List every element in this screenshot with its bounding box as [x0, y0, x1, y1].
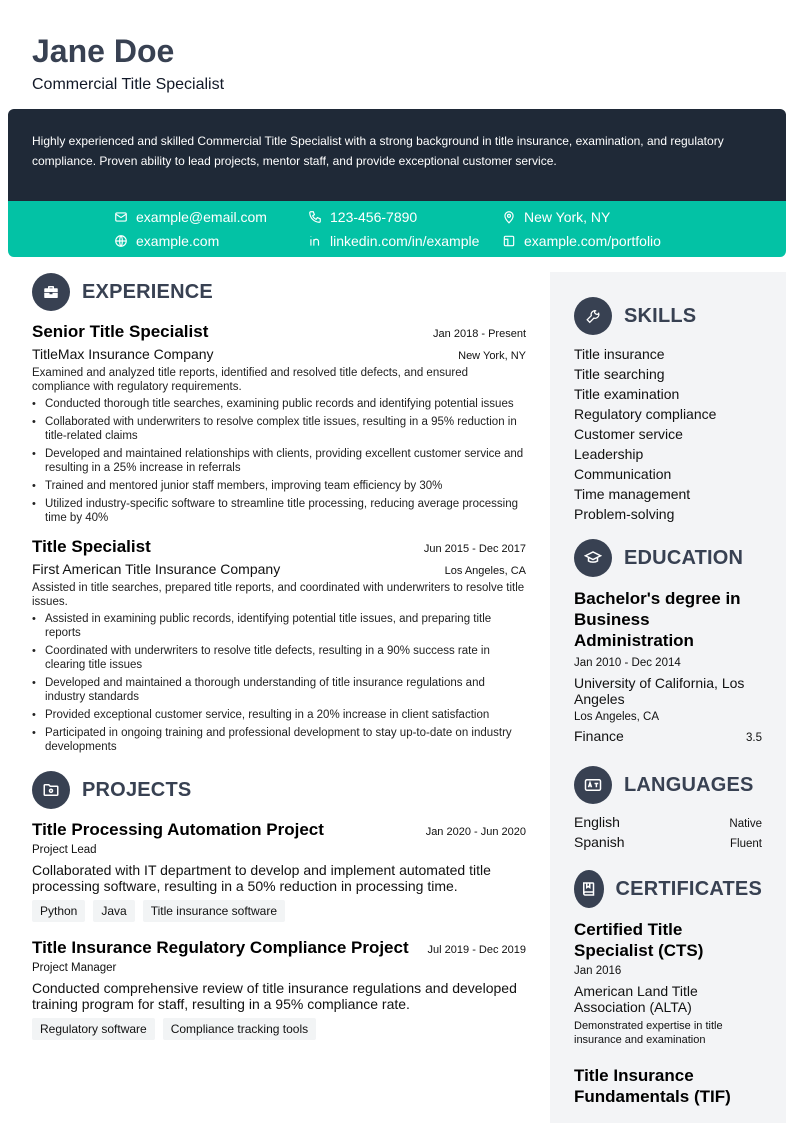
contact-phone[interactable] [308, 209, 417, 225]
candidate-title: Commercial Title Specialist [32, 76, 225, 93]
phone-text: 123-456-7890 [330, 209, 418, 225]
globe-icon [114, 234, 128, 248]
skill-item: Title searching [574, 366, 665, 382]
experience-section-header [32, 272, 526, 312]
map-pin-icon [502, 210, 516, 224]
bullet-item: • Collaborated with underwriters to resolve complex title issues, resulting in a 95% reduction in title-related claims [32, 415, 526, 443]
job-location: New York, NY [458, 350, 526, 362]
project-dates: Jan 2020 - Jun 2020 [425, 826, 526, 838]
candidate-name: Jane Doe [32, 33, 175, 69]
skill-item: Time management [574, 486, 691, 502]
skills-section [574, 296, 762, 524]
skills-icon-badge [574, 297, 612, 335]
language-row [574, 813, 762, 831]
certificate-issuer: American Land Title Association (ALTA) [574, 983, 698, 1015]
book-icon [580, 880, 598, 898]
job-company: TitleMax Insurance Company [32, 346, 214, 362]
linkedin-text: linkedin.com/in/example [330, 233, 480, 249]
job-title: Title Specialist [32, 537, 151, 556]
contact-bar [8, 201, 786, 257]
phone-icon [308, 210, 322, 224]
certificate-description: Demonstrated expertise in title insurance and examination [574, 1020, 723, 1046]
projects-section-header [32, 770, 526, 810]
degree: Bachelor's degree in Business Administration [574, 589, 741, 650]
skill-item: Title insurance [574, 346, 665, 362]
experience-entry [32, 322, 526, 525]
skill-item: Title examination [574, 386, 680, 402]
contact-location [502, 209, 610, 225]
main-column [32, 272, 526, 1040]
project-role: Project Manager [32, 962, 117, 974]
translate-icon [584, 776, 602, 794]
project-description: Collaborated with IT department to develop and implement automated title processing software, resulting in a 50% reduction in processing time. [32, 862, 491, 894]
project-role: Project Lead [32, 844, 97, 856]
language-level: Native [729, 818, 762, 830]
skills-section-header [574, 296, 762, 336]
certificate-title: Certified Title Specialist (CTS) [574, 920, 704, 960]
education-location: Los Angeles, CA [574, 711, 660, 723]
certificate-date: Jan 2016 [574, 965, 622, 977]
folder-icon [42, 781, 60, 799]
wrench-icon [584, 307, 602, 325]
bullet-item: • Utilized industry-specific software to streamline title processing, reducing average processing time by 40% [32, 497, 526, 525]
summary-text: Highly experienced and skilled Commercial Title Specialist with a strong background in title insurance, examination, and regulatory compliance. Proven ability to lead projects, mentor staff, and provide exceptional customer service. [8, 109, 786, 201]
certificates-title: CERTIFICATES [615, 877, 762, 900]
skills-list [574, 344, 762, 524]
job-description: Examined and analyzed title reports, identified and resolved title defects, and ensured compliance with regulatory requirements. [32, 367, 468, 393]
contact-portfolio[interactable] [502, 233, 661, 249]
job-location: Los Angeles, CA [444, 565, 526, 577]
briefcase-icon [42, 283, 60, 301]
school: University of California, Los Angeles [574, 675, 745, 707]
job-description: Assisted in title searches, prepared title reports, and coordinated with underwriters to resolve title issues. [32, 582, 525, 608]
language-name: English [574, 814, 620, 830]
graduation-cap-icon [584, 549, 602, 567]
projects-icon-badge [32, 771, 70, 809]
bullet-item: • Participated in ongoing training and professional development to stay up-to-date on industry developments [32, 726, 526, 754]
projects-title: PROJECTS [82, 778, 192, 801]
job-bullets [32, 397, 526, 525]
project-title: Title Processing Automation Project [32, 820, 324, 839]
envelope-icon [114, 210, 128, 224]
email-text: example@email.com [136, 209, 267, 225]
education-dates: Jan 2010 - Dec 2014 [574, 657, 681, 669]
languages-list [574, 813, 762, 851]
tag: Java [93, 900, 134, 922]
gpa: 3.5 [746, 732, 762, 744]
bullet-item: • Assisted in examining public records, identifying potential title issues, and preparing title reports [32, 612, 526, 640]
linkedin-icon [308, 234, 322, 248]
project-title: Title Insurance Regulatory Compliance Project [32, 938, 409, 957]
education-section-header [574, 538, 762, 578]
experience-entry [32, 537, 526, 754]
bullet-item: • Developed and maintained relationships with clients, providing excellent customer service and resulting in a 25% increase in referrals [32, 447, 526, 475]
project-entry [32, 938, 526, 1040]
bullet-item: • Conducted thorough title searches, examining public records and identifying potential issues [32, 397, 526, 411]
project-description: Conducted comprehensive review of title insurance regulations and developed training program for staff, resulting in a 95% compliance rate. [32, 980, 517, 1012]
project-entry [32, 820, 526, 922]
education-section [574, 538, 762, 745]
skill-item: Communication [574, 466, 672, 482]
portfolio-icon [502, 234, 516, 248]
education-icon-badge [574, 539, 612, 577]
contact-email[interactable] [114, 209, 267, 225]
resume-header [32, 32, 224, 94]
tag: Compliance tracking tools [163, 1018, 316, 1040]
job-dates: Jun 2015 - Dec 2017 [423, 543, 526, 555]
language-row [574, 833, 762, 851]
languages-section [574, 765, 762, 851]
location-text: New York, NY [524, 209, 611, 225]
bullet-item: • Provided exceptional customer service, resulting in a 20% increase in client satisfaction [32, 708, 526, 722]
skill-item: Problem-solving [574, 506, 675, 522]
job-dates: Jan 2018 - Present [433, 328, 526, 340]
tag: Title insurance software [143, 900, 285, 922]
bullet-item: • Trained and mentored junior staff members, improving team efficiency by 30% [32, 479, 526, 493]
language-name: Spanish [574, 834, 625, 850]
skill-item: Leadership [574, 446, 644, 462]
portfolio-text: example.com/portfolio [524, 233, 661, 249]
contact-website[interactable] [114, 233, 219, 249]
certificates-section [574, 869, 762, 1107]
job-company: First American Title Insurance Company [32, 561, 281, 577]
experience-title: EXPERIENCE [82, 280, 213, 303]
languages-title: LANGUAGES [624, 773, 754, 796]
bullet-item: • Coordinated with underwriters to resolve title defects, resulting in a 90% success rate in clearing title issues [32, 644, 526, 672]
education-title: EDUCATION [624, 546, 744, 569]
certificates-section-header [574, 869, 762, 909]
sidebar [550, 272, 786, 1123]
tag: Regulatory software [32, 1018, 155, 1040]
website-text: example.com [136, 233, 220, 249]
job-bullets [32, 612, 526, 754]
tag: Python [32, 900, 85, 922]
bullet-item: • Developed and maintained a thorough understanding of title insurance regulations and industry standards [32, 676, 526, 704]
field-of-study: Finance [574, 728, 624, 744]
skills-title: SKILLS [624, 304, 697, 327]
skill-item: Regulatory compliance [574, 406, 717, 422]
certificates-icon-badge [574, 870, 604, 908]
job-title: Senior Title Specialist [32, 322, 209, 341]
project-dates: Jul 2019 - Dec 2019 [427, 944, 526, 956]
languages-section-header [574, 765, 762, 805]
project-tags [32, 1018, 526, 1040]
experience-icon-badge [32, 273, 70, 311]
contact-linkedin[interactable] [308, 233, 479, 249]
language-level: Fluent [730, 838, 762, 850]
certificate-title: Title Insurance Fundamentals (TIF) [574, 1066, 731, 1106]
skill-item: Customer service [574, 426, 683, 442]
languages-icon-badge [574, 766, 612, 804]
project-tags [32, 900, 526, 922]
